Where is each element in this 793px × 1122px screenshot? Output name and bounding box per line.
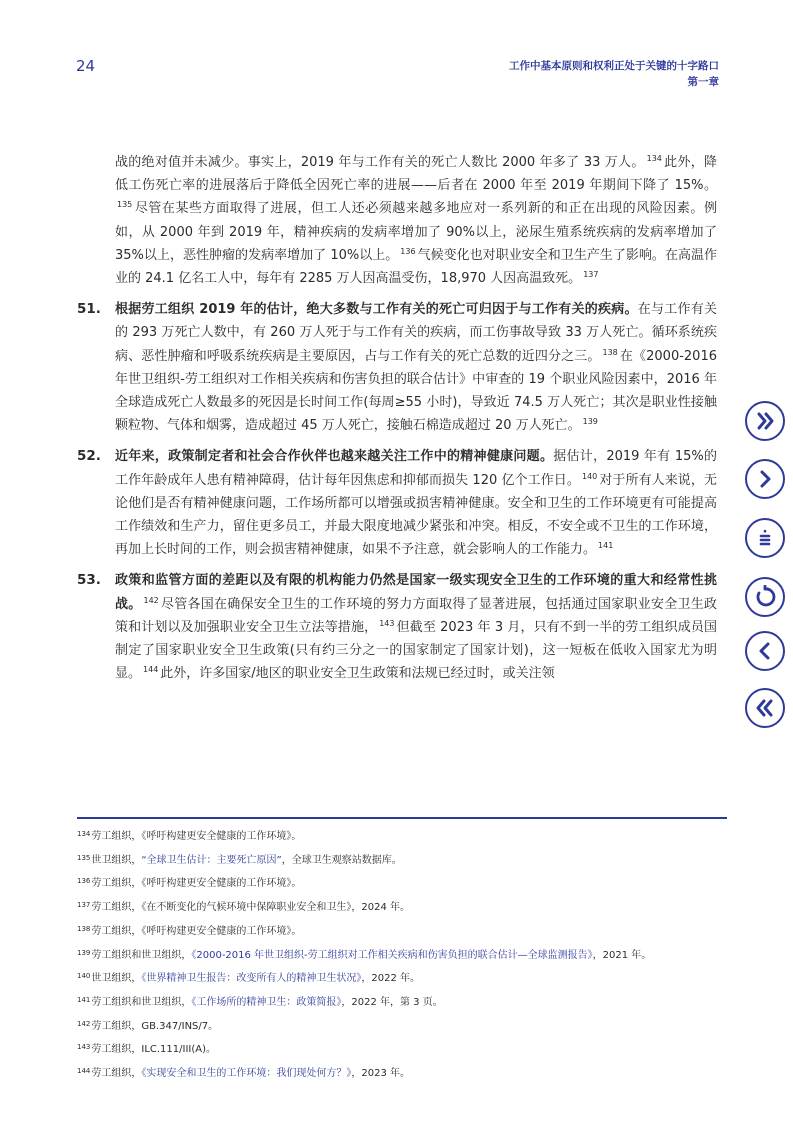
text: 尽管各国在确保安全卫生的工作环境的努力方面取得了显著进展，包括通过国家职业安全卫生政策和计划以及加强职业安全卫生立法等措施， [115, 596, 717, 635]
footnote-text: ，2022 年。 [361, 973, 421, 985]
footnote [77, 871, 727, 895]
text: 在《2000-2016 年世卫组织-劳工组织对工作相关疾病和伤害负担的联合估计》中审查的 19 个职业风险因素中，2016 年全球造成死亡人数最多的死因是长时间工作(每周≥55 小时)，导致近 74.5 万人死亡；其次是职业性接触颗粒物、气体和烟雾，造成超过 45 万人死亡，接触石棉造成超过 20 万人死亡。 [115, 348, 717, 434]
running-header-chapter: 第一章 [687, 76, 719, 88]
footnote-ref[interactable]: 142 [143, 595, 159, 605]
footnote-ref[interactable]: 138 [602, 347, 618, 357]
footnote-text: ，全球卫生观察站数据库。 [281, 854, 402, 866]
footnote-text: 劳工组织，《呼吁构建更安全健康的工作环境》。 [91, 925, 302, 937]
footnote-text: 劳工组织，ILC.111/III(A)。 [91, 1044, 217, 1056]
footnote-link[interactable]: 《工作场所的精神卫生：政策简报》 [191, 996, 342, 1008]
footnote-number: 144 [77, 1067, 91, 1076]
footnote-number: 139 [77, 948, 91, 957]
previous-page-button[interactable] [745, 631, 785, 671]
page-number: 24 [76, 57, 96, 75]
paragraph-lead: 近年来，政策制定者和社会合作伙伴也越来越关注工作中的精神健康问题。 [115, 449, 554, 465]
paragraph-lead: 政策和监管方面的差距以及有限的机构能力仍然是国家一级实现安全卫生的工作环境的重大和经常性挑战。 [115, 573, 717, 612]
footnote-text: ，2023 年。 [351, 1068, 411, 1080]
footnote-link[interactable]: 《世界精神卫生报告：改变所有人的精神卫生状况》 [141, 973, 362, 985]
footnote-text: 劳工组织，《呼吁构建更安全健康的工作环境》。 [91, 831, 302, 842]
last-page-button[interactable] [745, 401, 785, 441]
footnote-ref[interactable]: 136 [400, 246, 416, 256]
footnote [77, 824, 727, 848]
footnote [77, 1014, 727, 1038]
paragraph-52 [77, 445, 717, 561]
running-header-title: 工作中基本原则和权利正处于关键的十字路口 [509, 60, 719, 72]
footnote-ref[interactable]: 135 [117, 200, 133, 210]
footnote-ref[interactable]: 141 [598, 541, 614, 551]
footnote [77, 895, 727, 919]
next-icon [753, 467, 777, 491]
footnote-text: 劳工组织，GB.347/INS/7。 [91, 1020, 219, 1032]
fast-rewind-icon [753, 696, 777, 720]
paragraph-number: 51. [77, 301, 101, 318]
text: 此外，许多国家/地区的职业安全卫生政策和法规已经过时，或关注领 [160, 666, 555, 682]
text: 此外，降低工伤死亡率的进展落后于降低全因死亡率的进展——后者在 2000 年至 2019 年期间下降了 15%。 [115, 155, 717, 194]
footnote [77, 990, 727, 1014]
text: 对于所有人来说，无论他们是否有精神健康问题，工作场所都可以增强或损害精神健康。安全和卫生的工作环境更有可能提高工作绩效和生产力，留住更多员工，并最大限度地减少紧张和冲突。相反，不安全或不卫生的工作环境，再加上长时间的工作，则会损害精神健康，如果不予注意，就会影响人的工作能力。 [115, 472, 717, 558]
paragraph-number: 53. [77, 572, 101, 589]
paragraph-lead: 根据劳工组织 2019 年的估计，绝大多数与工作有关的死亡可归因于与工作有关的疾病。 [115, 302, 638, 318]
footnote-text: 劳工组织和世卫组织， [91, 949, 192, 961]
text: 战的绝对值并未减少。事实上，2019 年与工作有关的死亡人数比 2000 年多了 33 万人。 [115, 155, 645, 170]
next-page-button[interactable] [745, 459, 785, 499]
footnote [77, 966, 727, 990]
paragraph-53 [77, 569, 717, 685]
text: 但截至 2023 年 3 月，只有不到一半的劳工组织成员国制定了国家职业安全卫生政策(只有约三分之一的国家制定了国家计划)，这一短板在低收入国家尤为明显。 [115, 619, 717, 682]
footnote-ref[interactable]: 137 [583, 270, 599, 280]
footnote-text: 劳工组织和世卫组织， [91, 996, 192, 1008]
running-header [509, 58, 719, 90]
footnote [77, 1061, 727, 1085]
text: 气候变化也对职业安全和卫生产生了影响。在高温作业的 24.1 亿名工人中，每年有 2285 万人因高温受伤，18,970 人因高温致死。 [115, 247, 717, 287]
footnotes [77, 817, 727, 1085]
refresh-icon [753, 585, 777, 609]
footnote-text: ，2022 年，第 3 页。 [341, 996, 443, 1008]
footnote-number: 140 [77, 972, 91, 981]
paragraph-number: 52. [77, 448, 101, 465]
fast-forward-icon [753, 409, 777, 433]
footnote-text: 世卫组织， [91, 854, 142, 866]
footnote-text: 世卫组织， [91, 973, 142, 985]
footnote-text: 劳工组织，《呼吁构建更安全健康的工作环境》。 [91, 878, 302, 890]
menu-icon [753, 526, 777, 550]
footnote-text: 劳工组织，《在不断变化的气候环境中保障职业安全和卫生》，2024 年。 [91, 902, 411, 914]
footnote [77, 919, 727, 943]
footnote-number: 143 [77, 1043, 91, 1052]
footnote-link[interactable]: 《实现安全和卫生的工作环境：我们现处何方？》 [141, 1068, 352, 1080]
footnote-number: 142 [77, 1019, 91, 1028]
text: 尽管在某些方面取得了进展，但工人还必须越来越多地应对一系列新的和正在出现的风险因素。例如，从 2000 年到 2019 年，精神疾病的发病率增加了 90%以上，泌尿生殖系统疾病的发病率增加了 35%以上，恶性肿瘤的发病率增加了 10%以上。 [115, 201, 717, 263]
footnote-link[interactable]: “全球卫生估计：主要死亡原因” [141, 854, 282, 866]
footnote-ref[interactable]: 134 [646, 154, 662, 163]
footnote-number: 135 [77, 853, 91, 862]
footnote-ref[interactable]: 144 [143, 665, 159, 675]
first-page-button[interactable] [745, 688, 785, 728]
footnote-ref[interactable]: 140 [581, 471, 598, 481]
footnote [77, 848, 727, 872]
footnote [77, 1037, 727, 1061]
footnote-number: 134 [77, 830, 91, 838]
back-button[interactable] [745, 577, 785, 617]
contents-button[interactable] [745, 518, 785, 558]
main-text [77, 151, 717, 693]
footnote-link[interactable]: 《2000-2016 年世卫组织-劳工组织对工作相关疾病和伤害负担的联合估计—全球监测报告》 [191, 949, 593, 961]
footnote-number: 136 [77, 877, 91, 886]
text: 在与工作有关的 293 万死亡人数中，有 260 万人死于与工作有关的疾病，而工伤事故导致 33 万人死亡。循环系统疾病、恶性肿瘤和呼吸系统疾病是主要原因，占与工作有关的死亡总数的近四分之三。 [115, 302, 717, 364]
previous-icon [753, 639, 777, 663]
footnote [77, 943, 727, 967]
footnote-text: ，2021 年。 [592, 949, 652, 961]
text: 据估计，2019 年有 15%的工作年龄成年人患有精神障碍，估计每年因焦虑和抑郁而损失 120 亿个工作日。 [115, 449, 717, 488]
footnote-number: 138 [77, 924, 91, 933]
paragraph-continued [77, 151, 717, 290]
footnote-ref[interactable]: 139 [582, 417, 598, 427]
footnote-number: 141 [77, 995, 91, 1004]
paragraph-51 [77, 298, 717, 437]
footnote-text: 劳工组织， [91, 1068, 142, 1080]
footnote-number: 137 [77, 901, 91, 910]
footnote-ref[interactable]: 143 [379, 618, 395, 628]
